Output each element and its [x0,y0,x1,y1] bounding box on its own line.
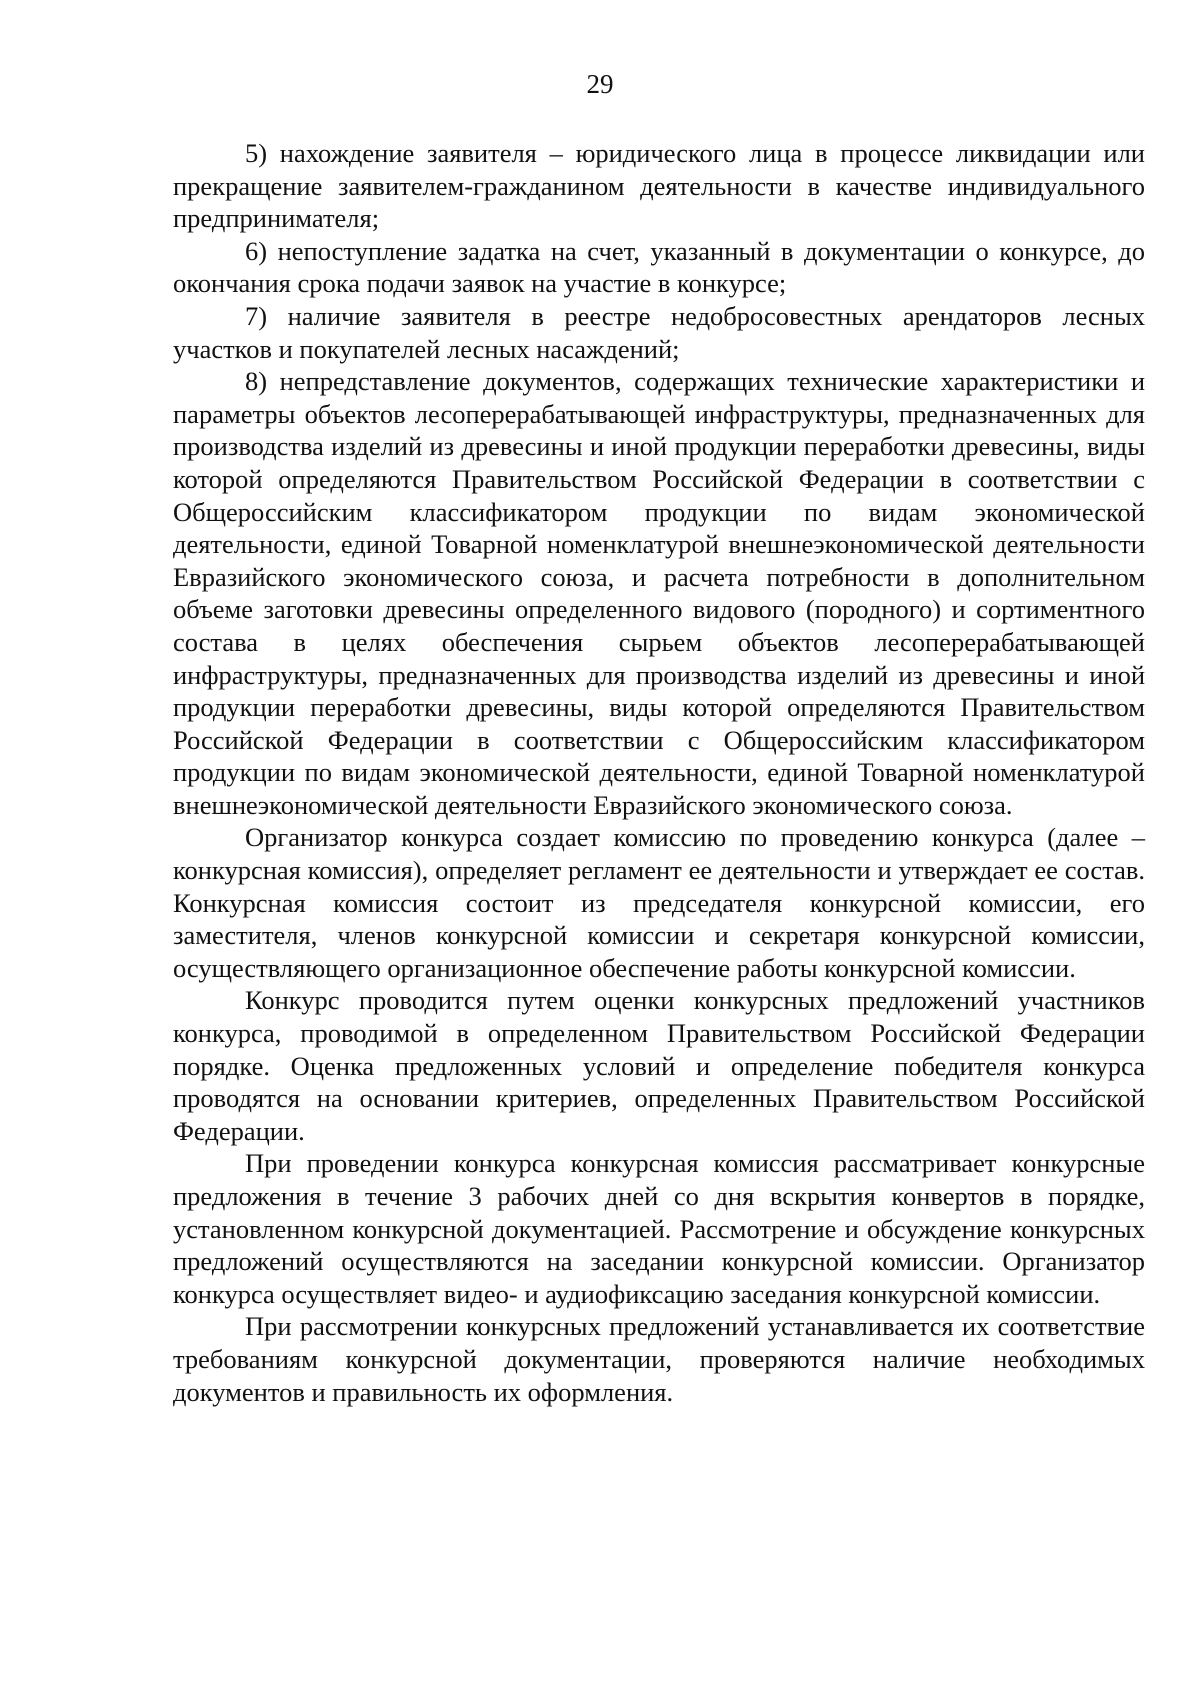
paragraph-compliance: При рассмотрении конкурсных предложений устанавливается их соответствие требованиям конкурсной документации, проверяются наличие необходимых документов и правильность их оформления. [173,1311,1145,1407]
paragraph-evaluation: Конкурс проводится путем оценки конкурсных предложений участников конкурса, проводимой в определенном Правительством Российской Федерации порядке. Оценка предложенных условий и определение победителя конкурса проводятся на основании критериев, определенных Правительством Российской Федерации. [173,985,1145,1146]
paragraph-item-6: 6) непоступление задатка на счет, указанный в документации о конкурсе, до окончания срока подачи заявок на участие в конкурсе; [173,235,1145,299]
page-number: 29 [586,69,614,99]
document-body [173,137,1145,1408]
paragraph-commission: Организатор конкурса создает комиссию по проведению конкурса (далее – конкурсная комиссия), определяет регламент ее деятельности и утверждает ее состав. Конкурсная комиссия состоит из председателя конкурсной комиссии, его заместителя, членов конкурсной комиссии и секретаря конкурсной комиссии, осуществляющего организационное обеспечение работы конкурсной комиссии. [173,822,1145,983]
paragraph-item-5: 5) нахождение заявителя – юридического лица в процессе ликвидации или прекращение заявителем-гражданином деятельности в качестве индивидуального предпринимателя; [173,138,1145,234]
paragraph-item-8: 8) непредставление документов, содержащих технические характеристики и параметры объектов лесоперерабатывающей инфраструктуры, предназначенных для производства изделий из древесины и иной продукции переработки древесины, виды которой определяются Правительством Российской Федерации в соответствии с Общероссийским классификатором продукции по видам экономической деятельности, единой Товарной номенклатурой внешнеэкономической деятельности Евразийского экономического союза, и расчета потребности в дополнительном объеме заготовки древесины определенного видового (породного) и сортиментного состава в целях обеспечения сырьем объектов лесоперерабатывающей инфраструктуры, предназначенных для производства изделий из древесины и иной продукции переработки древесины, виды которой определяются Правительством Российской Федерации в соответствии с Общероссийским классификатором продукции по видам экономической деятельности, единой Товарной номенклатурой внешнеэкономической деятельности Евразийского экономического союза. [173,366,1145,820]
paragraph-item-7: 7) наличие заявителя в реестре недобросовестных арендаторов лесных участков и покупателей лесных насаждений; [173,300,1145,364]
paragraph-review: При проведении конкурса конкурсная комиссия рассматривает конкурсные предложения в течение 3 рабочих дней со дня вскрытия конвертов в порядке, установленном конкурсной документацией. Рассмотрение и обсуждение конкурсных предложений осуществляются на заседании конкурсной комиссии. Организатор конкурса осуществляет видео- и аудиофиксацию заседания конкурсной комиссии. [173,1148,1145,1309]
